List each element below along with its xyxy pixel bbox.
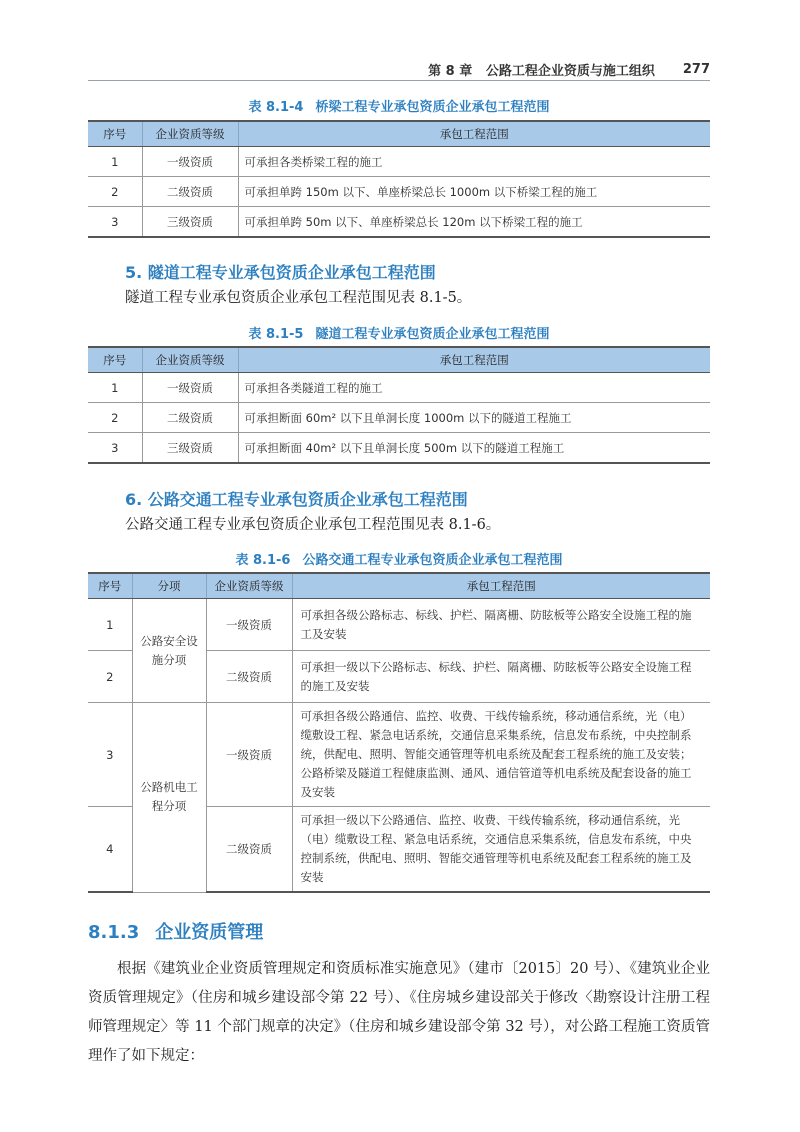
col-header: 企业资质等级 [142,121,238,147]
col-header: 承包工程范围 [238,121,710,147]
section-title: 企业资质管理 [155,922,264,943]
running-header [88,58,710,81]
section-heading-qualification [88,918,263,944]
table-row: 4 二级资质 可承担一级以下公路通信、监控、收费、干线传输系统，移动通信系统，光（电）缆敷设工程、紧急电话系统，交通信息采集系统，信息发布系统，中央控制系统，供配电、照明、智能交通管理等机电系统及配套工程系统的施工及安装 [88,807,710,893]
table-row: 3 三级资质 可承担断面 40m² 以下且单洞长度 500m 以下的隧道工程施工 [88,433,710,464]
group-cell: 公路安全设施分项 [132,599,206,703]
table-row: 3 公路机电工程分项 一级资质 可承担各级公路通信、监控、收费、干线传输系统，移动通信系统，光（电）缆敷设工程、紧急电话系统，交通信息采集系统，信息发布系统，中央控制系统，供配电、照明、智能交通管理等机电系统及配套工程系统的施工及安装；公路桥梁及隧道工程健康监测、通风、通信管道等机电系统及配套设备的施工及安装 [88,703,710,807]
chapter-name: 公路工程企业资质与施工组织 [485,63,655,79]
table-row: 1 一级资质 可承担各类隧道工程的施工 [88,373,710,403]
col-header: 企业资质等级 [142,347,238,373]
section-number: 8.1.3 [88,922,140,943]
col-header: 序号 [88,347,142,373]
table-row: 1 公路安全设施分项 一级资质 可承担各级公路标志、标线、护栏、隔离栅、防眩板等公路安全设施工程的施工及安装 [88,599,710,651]
page-number: 277 [682,61,710,77]
section-intro-traffic: 公路交通工程专业承包资质企业承包工程范围见表 8.1-6。 [125,517,501,533]
table-tunnel-scope [88,346,710,464]
body-paragraph: 根据《建筑业企业资质管理规定和资质标准实施意见》（建市〔2015〕20 号）、《建筑业企业资质管理规定》（住房和城乡建设部令第 22 号）、《住房城乡建设部关于修改〈勘察设计注册工程师管理规定〉等 11 个部门规章的决定》（住房和城乡建设部令第 32 号），对公路工程施工资质管理作了如下规定： [88,961,710,1064]
table-row: 2 二级资质 可承担单跨 150m 以下、单座桥梁总长 1000m 以下桥梁工程的施工 [88,177,710,207]
table-row: 2 二级资质 可承担断面 60m² 以下且单洞长度 1000m 以下的隧道工程施工 [88,403,710,433]
table-traffic-scope [88,572,710,893]
table-header-row [88,121,710,147]
group-cell: 公路机电工程分项 [132,703,206,893]
table-row: 1 一级资质 可承担各类桥梁工程的施工 [88,147,710,177]
section-heading-traffic: 6. 公路交通工程专业承包资质企业承包工程范围 [125,490,468,509]
section-intro-tunnel: 隧道工程专业承包资质企业承包工程范围见表 8.1-5。 [125,290,472,306]
chapter-number: 第 8 章 [428,63,473,79]
table-bridge-scope [88,120,710,238]
table-header-row [88,347,710,373]
table1-caption: 表 8.1-4 桥梁工程专业承包资质企业承包工程范围 [248,100,550,115]
col-header: 分项 [132,573,206,599]
table-row: 2 二级资质 可承担一级以下公路标志、标线、护栏、隔离栅、防眩板等公路安全设施工程的施工及安装 [88,651,710,703]
section-heading-tunnel: 5. 隧道工程专业承包资质企业承包工程范围 [125,263,436,282]
col-header: 企业资质等级 [206,573,292,599]
col-header: 序号 [88,573,132,599]
chapter-title [428,60,655,79]
col-header: 承包工程范围 [238,347,710,373]
table-header-row [88,573,710,599]
col-header: 序号 [88,121,142,147]
table-row: 3 三级资质 可承担单跨 50m 以下、单座桥梁总长 120m 以下桥梁工程的施工 [88,207,710,238]
table2-caption: 表 8.1-5 隧道工程专业承包资质企业承包工程范围 [248,327,550,342]
table3-caption: 表 8.1-6 公路交通工程专业承包资质企业承包工程范围 [235,553,563,568]
col-header: 承包工程范围 [292,573,710,599]
